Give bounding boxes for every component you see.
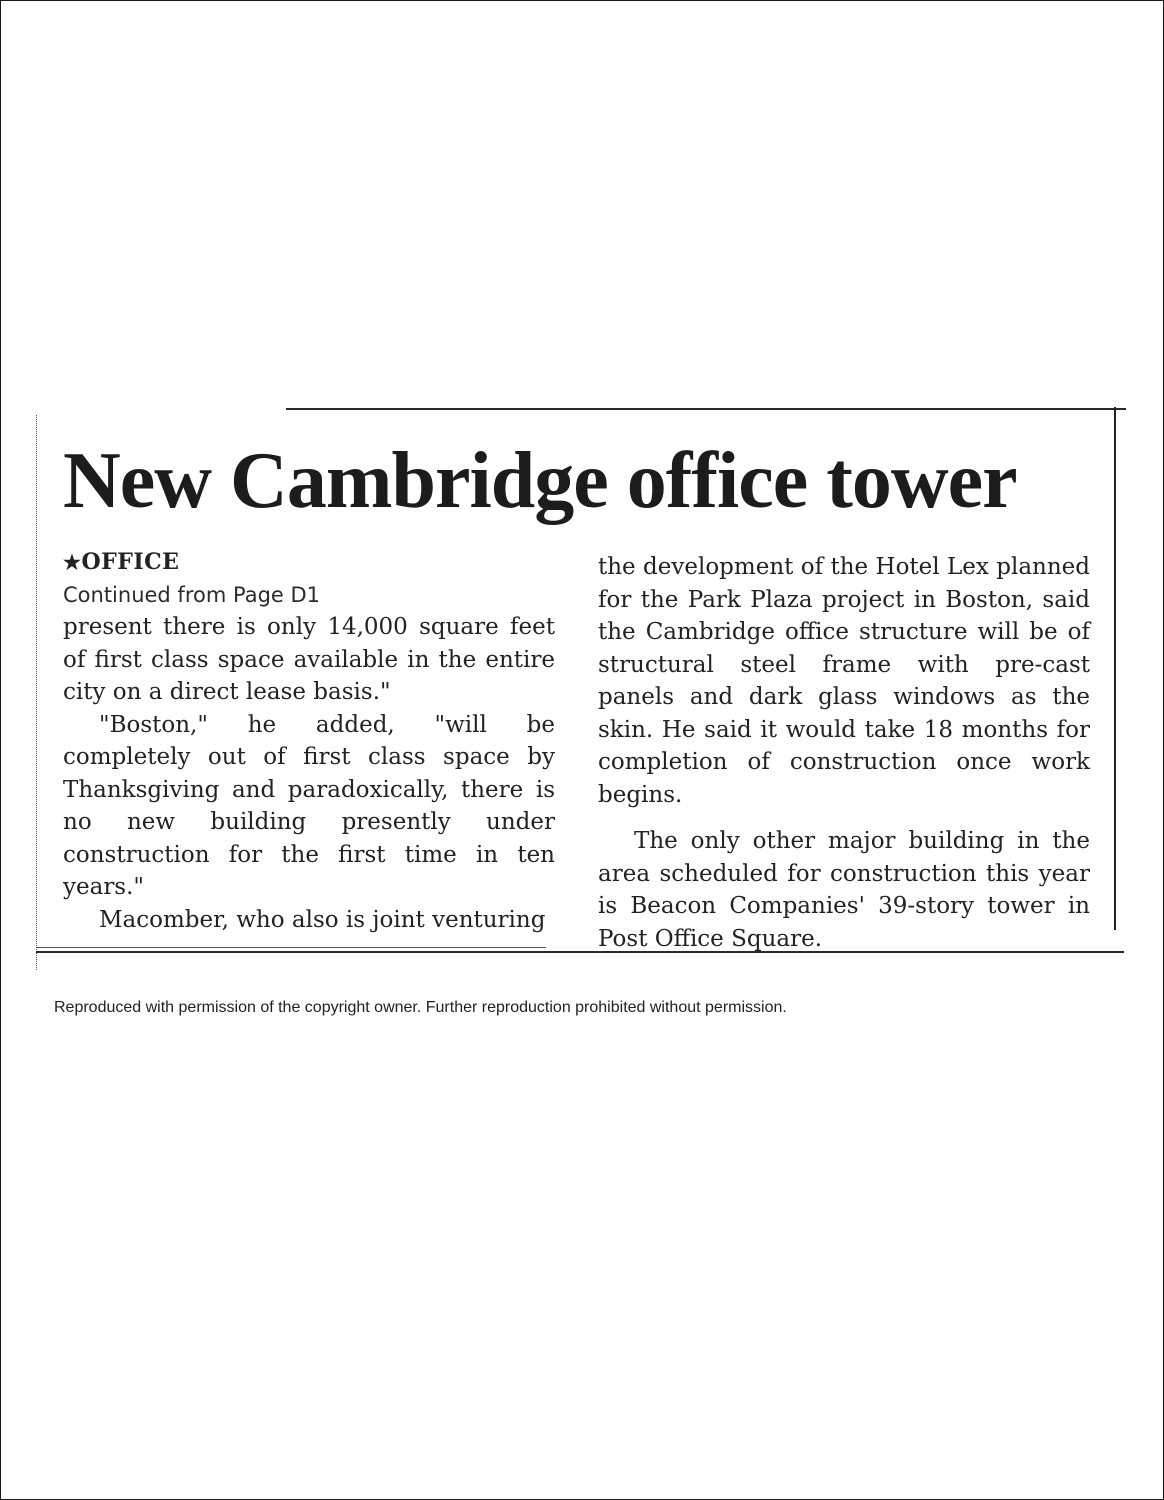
- kicker: [63, 545, 555, 579]
- continued-line: Continued from Page D1: [63, 583, 321, 607]
- paragraph: "Boston," he added, "will be completely out of first class space by Thanksgiving and paradoxically, there is no new building presently under construction for the first time in ten years.": [63, 711, 555, 900]
- bottom-rule: [36, 951, 1124, 953]
- newspaper-clipping: [36, 405, 1126, 975]
- bottom-rule-left: [36, 947, 546, 948]
- top-rule: [286, 408, 1126, 410]
- star-icon: ★: [63, 550, 82, 574]
- paragraph: The only other major building in the area scheduled for construction this year is Beacon Companies' 39-story tower in Post Office Square.: [598, 828, 1090, 952]
- paragraph: present there is only 14,000 square feet of first class space available in the entire city on a direct lease basis.": [63, 614, 555, 705]
- paragraph: Macomber, who also is joint venturing: [99, 906, 546, 933]
- copyright-notice: Reproduced with permission of the copyright owner. Further reproduction prohibited without permission.: [54, 999, 787, 1016]
- kicker-label: OFFICE: [81, 549, 180, 575]
- right-rule: [1114, 407, 1116, 930]
- paragraph: the development of the Hotel Lex planned for the Park Plaza project in Boston, said the Cambridge office structure will be of structural steel frame with pre-cast panels and dark glass windows as the skin. He said it would take 18 months for completion of construction once work begins.: [598, 554, 1090, 808]
- left-edge-rule: [36, 415, 38, 970]
- right-column: [598, 551, 1090, 955]
- headline: New Cambridge office tower: [63, 437, 1017, 525]
- left-column: [63, 545, 555, 936]
